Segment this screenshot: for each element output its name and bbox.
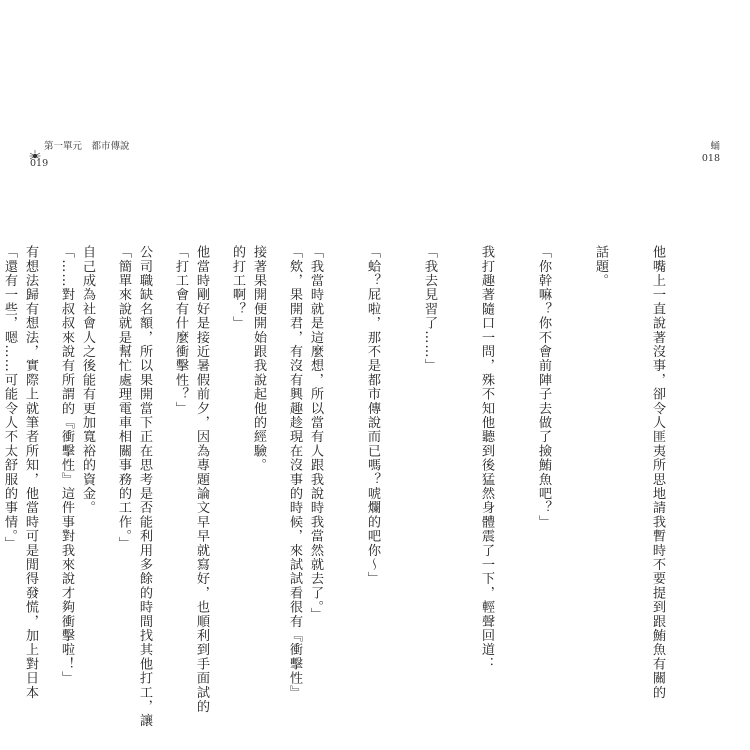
left-running-header xyxy=(30,141,130,153)
body-line: 自己成為社會人之後能有更加寬裕的資金。 xyxy=(80,245,95,515)
body-line: 「欸，果開君，有沒有興趣趁現在沒事的時候，來試試看很有『衝擊性』 xyxy=(287,245,302,700)
body-line: 他嘴上一直說著沒事，卻令人匪夷所思地請我暫時不要提到跟鮪魚有關的 xyxy=(650,245,665,700)
body-line: 的打工啊？」 xyxy=(230,245,245,331)
body-line: 「打工會有什麼衝擊性？」 xyxy=(173,245,188,416)
body-line: 「……對叔叔來說有所謂的『衝擊性』這件事對我來說才夠衝擊啦！」 xyxy=(59,245,74,686)
body-line: 「我當時就是這麼想，所以當有人跟我說時我當然就去了。」 xyxy=(308,245,323,622)
body-line: 接著果開便開始跟我說起他的經驗。 xyxy=(251,245,266,473)
body-line: 「你幹嘛？你不會前陣子去做了撿鮪魚吧？」 xyxy=(536,245,551,529)
right-page-number: 018 xyxy=(701,153,720,164)
body-line: 「蛤？屁啦，那不是都市傳說而已嗎？唬爛的吧你～」 xyxy=(365,245,380,586)
body-line: 他當時剛好是接近暑假前夕，因為專題論文早早就寫好，也順利到手面試的 xyxy=(194,245,209,714)
body-line: 公司職缺名額，所以果開當下正在思考是否能利用多餘的時間找其他打工，讓 xyxy=(137,245,152,728)
body-line: 我打趣著隨口一問，殊不知他聽到後猛然身體震了一下，輕聲回道： xyxy=(479,245,494,671)
left-page-number: 019 xyxy=(30,158,49,169)
body-line: 「簡單來說就是幫忙處理電車相關事務的工作。」 xyxy=(116,245,131,551)
right-running-title: 蛹 xyxy=(710,141,720,152)
body-line: 「還有一些，嗯……可能令人不太舒服的事情。」 xyxy=(2,245,17,551)
left-running-title: 第一單元 都市傳說 xyxy=(44,141,130,152)
body-line: 話題。 xyxy=(593,245,608,288)
body-line: 「我去見習了……」 xyxy=(422,245,437,373)
right-running-header xyxy=(702,141,720,165)
body-line: 有想法歸有想法，實際上就筆者所知，他當時可是閒得發慌，加上對日本 xyxy=(23,245,38,700)
